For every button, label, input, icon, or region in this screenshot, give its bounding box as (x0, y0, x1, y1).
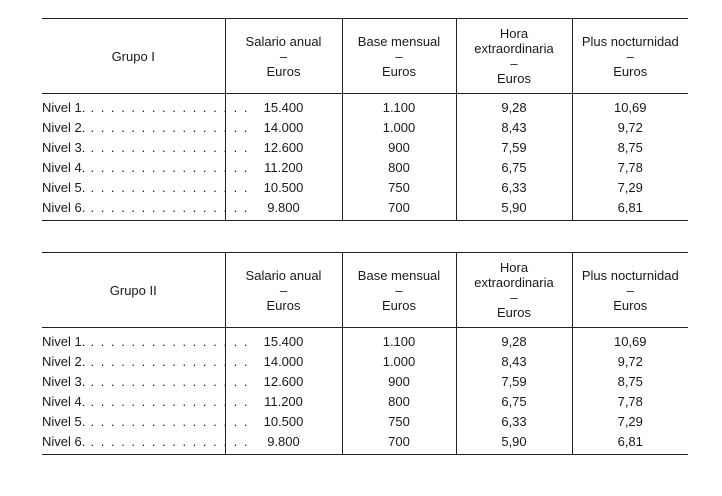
table-row (42, 372, 688, 392)
salary-table-group-2 (42, 252, 688, 455)
hora-cell: 9,28 (456, 328, 572, 353)
table-row (42, 328, 688, 353)
plus-cell: 10,69 (572, 94, 688, 119)
plus-cell: 7,78 (572, 158, 688, 178)
level-cell: Nivel 3. . . . . . . . . . . . . . . . . (42, 374, 249, 389)
salario-cell: 15.400 (225, 328, 342, 353)
table-row (42, 432, 688, 455)
table-row (42, 392, 688, 412)
table-row (42, 138, 688, 158)
column-header-plus: Plus nocturnidad – Euros (572, 253, 688, 328)
column-header-plus: Plus nocturnidad – Euros (572, 19, 688, 94)
level-cell: Nivel 2. . . . . . . . . . . . . . . . . (42, 354, 249, 369)
hora-cell: 8,43 (456, 352, 572, 372)
column-header-base: Base mensual – Euros (342, 19, 456, 94)
salario-cell: 12.600 (225, 372, 342, 392)
table-row (42, 412, 688, 432)
level-cell: Nivel 1. . . . . . . . . . . . . . . . . (42, 100, 249, 115)
table-row (42, 158, 688, 178)
level-cell: Nivel 4. . . . . . . . . . . . . . . . . (42, 160, 249, 175)
base-cell: 700 (342, 432, 456, 455)
group-header: Grupo I (42, 19, 225, 94)
level-cell: Nivel 3. . . . . . . . . . . . . . . . . (42, 140, 249, 155)
hora-cell: 6,33 (456, 412, 572, 432)
salario-cell: 14.000 (225, 118, 342, 138)
hora-cell: 6,33 (456, 178, 572, 198)
hora-cell: 7,59 (456, 372, 572, 392)
base-cell: 1.000 (342, 118, 456, 138)
table-row (42, 198, 688, 221)
salario-cell: 14.000 (225, 352, 342, 372)
hora-cell: 8,43 (456, 118, 572, 138)
level-cell: Nivel 6. . . . . . . . . . . . . . . . . (42, 200, 249, 215)
table-header-row (42, 19, 688, 94)
plus-cell: 10,69 (572, 328, 688, 353)
salario-cell: 11.200 (225, 158, 342, 178)
base-cell: 900 (342, 372, 456, 392)
plus-cell: 9,72 (572, 352, 688, 372)
salario-cell: 11.200 (225, 392, 342, 412)
table-row (42, 352, 688, 372)
salario-cell: 9.800 (225, 432, 342, 455)
level-cell: Nivel 6. . . . . . . . . . . . . . . . . (42, 434, 249, 449)
salary-table-group-1 (42, 18, 688, 221)
table-header-row (42, 253, 688, 328)
base-cell: 1.100 (342, 328, 456, 353)
base-cell: 750 (342, 178, 456, 198)
base-cell: 750 (342, 412, 456, 432)
column-header-salario: Salario anual – Euros (225, 253, 342, 328)
plus-cell: 8,75 (572, 138, 688, 158)
salario-cell: 9.800 (225, 198, 342, 221)
table-row (42, 178, 688, 198)
column-header-hora: Hora extraordinaria – Euros (456, 253, 572, 328)
salario-cell: 12.600 (225, 138, 342, 158)
hora-cell: 7,59 (456, 138, 572, 158)
hora-cell: 6,75 (456, 392, 572, 412)
column-header-base: Base mensual – Euros (342, 253, 456, 328)
base-cell: 800 (342, 158, 456, 178)
base-cell: 900 (342, 138, 456, 158)
group-header: Grupo II (42, 253, 225, 328)
plus-cell: 6,81 (572, 432, 688, 455)
hora-cell: 5,90 (456, 198, 572, 221)
base-cell: 800 (342, 392, 456, 412)
column-header-salario: Salario anual – Euros (225, 19, 342, 94)
level-cell: Nivel 2. . . . . . . . . . . . . . . . . (42, 120, 249, 135)
hora-cell: 9,28 (456, 94, 572, 119)
plus-cell: 6,81 (572, 198, 688, 221)
table-row (42, 94, 688, 119)
plus-cell: 7,29 (572, 412, 688, 432)
salario-cell: 10.500 (225, 178, 342, 198)
base-cell: 1.000 (342, 352, 456, 372)
table-row (42, 118, 688, 138)
plus-cell: 9,72 (572, 118, 688, 138)
plus-cell: 8,75 (572, 372, 688, 392)
hora-cell: 6,75 (456, 158, 572, 178)
salario-cell: 15.400 (225, 94, 342, 119)
level-cell: Nivel 4. . . . . . . . . . . . . . . . . (42, 394, 249, 409)
level-cell: Nivel 1. . . . . . . . . . . . . . . . . (42, 334, 249, 349)
base-cell: 1.100 (342, 94, 456, 119)
hora-cell: 5,90 (456, 432, 572, 455)
level-cell: Nivel 5. . . . . . . . . . . . . . . . . (42, 180, 249, 195)
plus-cell: 7,29 (572, 178, 688, 198)
level-cell: Nivel 5. . . . . . . . . . . . . . . . . (42, 414, 249, 429)
salario-cell: 10.500 (225, 412, 342, 432)
base-cell: 700 (342, 198, 456, 221)
plus-cell: 7,78 (572, 392, 688, 412)
column-header-hora: Hora extraordinaria – Euros (456, 19, 572, 94)
